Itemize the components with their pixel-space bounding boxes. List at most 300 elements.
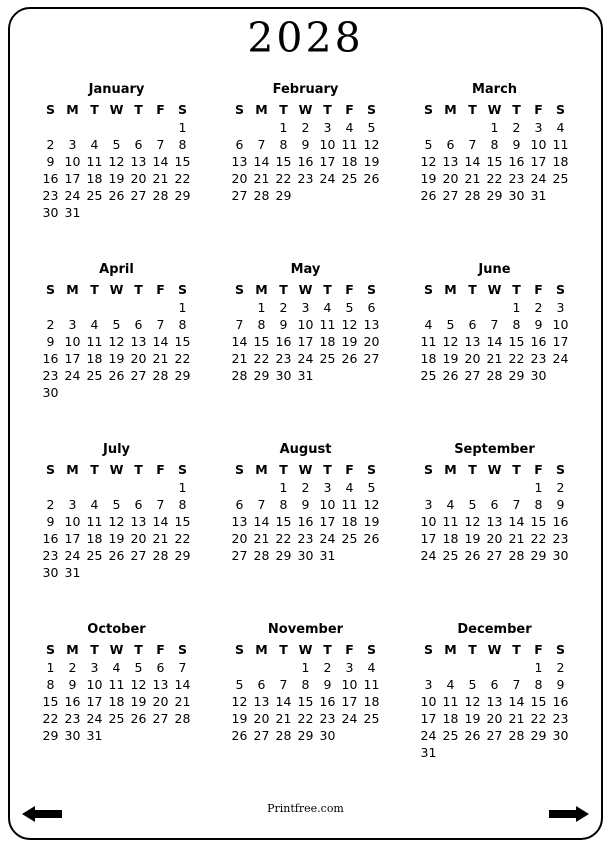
day-cell[interactable]: 7 — [178, 660, 187, 675]
arrow-left-icon[interactable] — [22, 805, 62, 823]
day-cell[interactable]: 6 — [235, 497, 244, 512]
day-cell[interactable]: 24 — [64, 188, 81, 203]
day-cell[interactable]: 22 — [486, 171, 503, 186]
day-cell[interactable]: 10 — [319, 497, 336, 512]
day-cell[interactable]: 31 — [64, 565, 81, 580]
day-cell[interactable]: 28 — [231, 368, 248, 383]
day-cell[interactable]: 13 — [130, 334, 147, 349]
day-cell[interactable]: 27 — [442, 188, 459, 203]
day-cell[interactable]: 13 — [486, 694, 503, 709]
day-cell[interactable]: 9 — [46, 514, 55, 529]
day-cell[interactable]: 29 — [530, 548, 547, 563]
day-cell[interactable]: 1 — [178, 300, 187, 315]
day-cell[interactable]: 27 — [152, 711, 169, 726]
day-cell[interactable]: 6 — [367, 300, 376, 315]
day-cell[interactable]: 27 — [253, 728, 270, 743]
day-cell[interactable]: 25 — [442, 728, 459, 743]
day-cell[interactable]: 27 — [363, 351, 380, 366]
day-cell[interactable]: 29 — [275, 188, 292, 203]
day-cell[interactable]: 5 — [468, 677, 477, 692]
day-cell[interactable]: 8 — [534, 497, 543, 512]
day-cell[interactable]: 22 — [174, 171, 191, 186]
day-cell[interactable]: 23 — [552, 531, 569, 546]
day-cell[interactable]: 4 — [345, 120, 354, 135]
day-cell[interactable]: 21 — [152, 171, 169, 186]
day-cell[interactable]: 26 — [108, 368, 125, 383]
day-cell[interactable]: 31 — [319, 548, 336, 563]
day-cell[interactable]: 27 — [464, 368, 481, 383]
day-cell[interactable]: 30 — [552, 728, 569, 743]
day-cell[interactable]: 9 — [46, 154, 55, 169]
day-cell[interactable]: 4 — [556, 120, 565, 135]
day-cell[interactable]: 28 — [174, 711, 191, 726]
day-cell[interactable]: 17 — [341, 694, 358, 709]
day-cell[interactable]: 31 — [420, 745, 437, 760]
day-cell[interactable]: 18 — [86, 351, 103, 366]
day-cell[interactable]: 15 — [174, 154, 191, 169]
day-cell[interactable]: 24 — [552, 351, 569, 366]
day-cell[interactable]: 22 — [530, 531, 547, 546]
day-cell[interactable]: 1 — [534, 660, 543, 675]
day-cell[interactable]: 10 — [530, 137, 547, 152]
day-cell[interactable]: 12 — [130, 677, 147, 692]
day-cell[interactable]: 25 — [341, 171, 358, 186]
day-cell[interactable]: 14 — [152, 514, 169, 529]
day-cell[interactable]: 25 — [319, 351, 336, 366]
day-cell[interactable]: 7 — [279, 677, 288, 692]
day-cell[interactable]: 8 — [178, 497, 187, 512]
day-cell[interactable]: 28 — [152, 548, 169, 563]
day-cell[interactable]: 15 — [508, 334, 525, 349]
day-cell[interactable]: 7 — [235, 317, 244, 332]
day-cell[interactable]: 4 — [446, 497, 455, 512]
day-cell[interactable]: 4 — [112, 660, 121, 675]
day-cell[interactable]: 26 — [442, 368, 459, 383]
day-cell[interactable]: 11 — [552, 137, 569, 152]
day-cell[interactable]: 18 — [420, 351, 437, 366]
day-cell[interactable]: 7 — [512, 677, 521, 692]
day-cell[interactable]: 3 — [534, 120, 543, 135]
day-cell[interactable]: 3 — [90, 660, 99, 675]
day-cell[interactable]: 24 — [420, 548, 437, 563]
day-cell[interactable]: 11 — [420, 334, 437, 349]
day-cell[interactable]: 4 — [90, 497, 99, 512]
day-cell[interactable]: 14 — [231, 334, 248, 349]
day-cell[interactable]: 10 — [64, 334, 81, 349]
day-cell[interactable]: 9 — [46, 334, 55, 349]
day-cell[interactable]: 26 — [231, 728, 248, 743]
day-cell[interactable]: 2 — [556, 660, 565, 675]
day-cell[interactable]: 4 — [345, 480, 354, 495]
day-cell[interactable]: 23 — [297, 531, 314, 546]
day-cell[interactable]: 28 — [152, 368, 169, 383]
day-cell[interactable]: 21 — [231, 351, 248, 366]
day-cell[interactable]: 7 — [156, 317, 165, 332]
day-cell[interactable]: 23 — [297, 171, 314, 186]
day-cell[interactable]: 10 — [64, 154, 81, 169]
day-cell[interactable]: 29 — [275, 548, 292, 563]
day-cell[interactable]: 26 — [363, 171, 380, 186]
day-cell[interactable]: 12 — [442, 334, 459, 349]
day-cell[interactable]: 18 — [552, 154, 569, 169]
day-cell[interactable]: 6 — [490, 677, 499, 692]
day-cell[interactable]: 25 — [420, 368, 437, 383]
day-cell[interactable]: 14 — [253, 154, 270, 169]
day-cell[interactable]: 13 — [486, 514, 503, 529]
day-cell[interactable]: 6 — [446, 137, 455, 152]
day-cell[interactable]: 27 — [486, 728, 503, 743]
day-cell[interactable]: 24 — [319, 171, 336, 186]
day-cell[interactable]: 6 — [235, 137, 244, 152]
day-cell[interactable]: 8 — [534, 677, 543, 692]
day-cell[interactable]: 16 — [42, 531, 59, 546]
day-cell[interactable]: 27 — [231, 548, 248, 563]
day-cell[interactable]: 4 — [90, 137, 99, 152]
day-cell[interactable]: 6 — [257, 677, 266, 692]
day-cell[interactable]: 11 — [442, 514, 459, 529]
day-cell[interactable]: 6 — [490, 497, 499, 512]
day-cell[interactable]: 11 — [86, 154, 103, 169]
day-cell[interactable]: 9 — [68, 677, 77, 692]
day-cell[interactable]: 21 — [508, 531, 525, 546]
day-cell[interactable]: 22 — [530, 711, 547, 726]
day-cell[interactable]: 9 — [279, 317, 288, 332]
day-cell[interactable]: 26 — [464, 548, 481, 563]
day-cell[interactable]: 23 — [64, 711, 81, 726]
day-cell[interactable]: 6 — [156, 660, 165, 675]
day-cell[interactable]: 11 — [341, 497, 358, 512]
day-cell[interactable]: 16 — [552, 514, 569, 529]
day-cell[interactable]: 7 — [512, 497, 521, 512]
day-cell[interactable]: 29 — [174, 188, 191, 203]
day-cell[interactable]: 26 — [420, 188, 437, 203]
day-cell[interactable]: 7 — [257, 497, 266, 512]
day-cell[interactable]: 30 — [42, 385, 59, 400]
day-cell[interactable]: 19 — [420, 171, 437, 186]
day-cell[interactable]: 2 — [279, 300, 288, 315]
day-cell[interactable]: 19 — [341, 334, 358, 349]
day-cell[interactable]: 12 — [420, 154, 437, 169]
day-cell[interactable]: 18 — [86, 531, 103, 546]
day-cell[interactable]: 7 — [490, 317, 499, 332]
day-cell[interactable]: 8 — [279, 137, 288, 152]
day-cell[interactable]: 30 — [42, 205, 59, 220]
day-cell[interactable]: 6 — [134, 317, 143, 332]
day-cell[interactable]: 10 — [341, 677, 358, 692]
day-cell[interactable]: 18 — [86, 171, 103, 186]
day-cell[interactable]: 5 — [367, 120, 376, 135]
day-cell[interactable]: 8 — [301, 677, 310, 692]
day-cell[interactable]: 3 — [68, 317, 77, 332]
day-cell[interactable]: 13 — [130, 154, 147, 169]
day-cell[interactable]: 8 — [257, 317, 266, 332]
day-cell[interactable]: 25 — [86, 188, 103, 203]
day-cell[interactable]: 21 — [174, 694, 191, 709]
day-cell[interactable]: 17 — [86, 694, 103, 709]
day-cell[interactable]: 23 — [319, 711, 336, 726]
day-cell[interactable]: 26 — [130, 711, 147, 726]
day-cell[interactable]: 19 — [464, 531, 481, 546]
day-cell[interactable]: 11 — [363, 677, 380, 692]
day-cell[interactable]: 3 — [323, 120, 332, 135]
day-cell[interactable]: 20 — [152, 694, 169, 709]
day-cell[interactable]: 31 — [64, 205, 81, 220]
day-cell[interactable]: 1 — [46, 660, 55, 675]
day-cell[interactable]: 11 — [86, 514, 103, 529]
day-cell[interactable]: 16 — [508, 154, 525, 169]
day-cell[interactable]: 24 — [64, 548, 81, 563]
day-cell[interactable]: 4 — [367, 660, 376, 675]
day-cell[interactable]: 20 — [442, 171, 459, 186]
day-cell[interactable]: 21 — [275, 711, 292, 726]
day-cell[interactable]: 2 — [46, 317, 55, 332]
day-cell[interactable]: 15 — [174, 514, 191, 529]
day-cell[interactable]: 5 — [424, 137, 433, 152]
day-cell[interactable]: 28 — [253, 188, 270, 203]
day-cell[interactable]: 1 — [178, 120, 187, 135]
day-cell[interactable]: 6 — [134, 137, 143, 152]
day-cell[interactable]: 2 — [46, 137, 55, 152]
day-cell[interactable]: 3 — [301, 300, 310, 315]
day-cell[interactable]: 9 — [556, 497, 565, 512]
day-cell[interactable]: 24 — [64, 368, 81, 383]
day-cell[interactable]: 19 — [363, 514, 380, 529]
day-cell[interactable]: 5 — [468, 497, 477, 512]
day-cell[interactable]: 4 — [446, 677, 455, 692]
day-cell[interactable]: 17 — [64, 351, 81, 366]
day-cell[interactable]: 9 — [323, 677, 332, 692]
day-cell[interactable]: 13 — [231, 154, 248, 169]
day-cell[interactable]: 15 — [530, 694, 547, 709]
day-cell[interactable]: 17 — [64, 531, 81, 546]
day-cell[interactable]: 9 — [301, 137, 310, 152]
day-cell[interactable]: 18 — [341, 154, 358, 169]
day-cell[interactable]: 4 — [424, 317, 433, 332]
day-cell[interactable]: 16 — [64, 694, 81, 709]
day-cell[interactable]: 28 — [508, 728, 525, 743]
day-cell[interactable]: 12 — [231, 694, 248, 709]
day-cell[interactable]: 5 — [134, 660, 143, 675]
day-cell[interactable]: 31 — [530, 188, 547, 203]
day-cell[interactable]: 17 — [297, 334, 314, 349]
day-cell[interactable]: 18 — [341, 514, 358, 529]
day-cell[interactable]: 30 — [530, 368, 547, 383]
day-cell[interactable]: 1 — [301, 660, 310, 675]
day-cell[interactable]: 5 — [112, 497, 121, 512]
day-cell[interactable]: 5 — [446, 317, 455, 332]
day-cell[interactable]: 27 — [130, 188, 147, 203]
day-cell[interactable]: 2 — [323, 660, 332, 675]
day-cell[interactable]: 20 — [130, 531, 147, 546]
day-cell[interactable]: 1 — [279, 120, 288, 135]
day-cell[interactable]: 17 — [552, 334, 569, 349]
day-cell[interactable]: 12 — [464, 514, 481, 529]
day-cell[interactable]: 20 — [231, 171, 248, 186]
day-cell[interactable]: 30 — [42, 565, 59, 580]
day-cell[interactable]: 15 — [253, 334, 270, 349]
day-cell[interactable]: 21 — [152, 351, 169, 366]
day-cell[interactable]: 17 — [319, 514, 336, 529]
day-cell[interactable]: 15 — [486, 154, 503, 169]
day-cell[interactable]: 8 — [46, 677, 55, 692]
day-cell[interactable]: 12 — [108, 334, 125, 349]
arrow-right-icon[interactable] — [549, 805, 589, 823]
day-cell[interactable]: 14 — [275, 694, 292, 709]
day-cell[interactable]: 1 — [490, 120, 499, 135]
day-cell[interactable]: 3 — [68, 137, 77, 152]
day-cell[interactable]: 18 — [319, 334, 336, 349]
day-cell[interactable]: 8 — [512, 317, 521, 332]
day-cell[interactable]: 16 — [552, 694, 569, 709]
day-cell[interactable]: 23 — [42, 548, 59, 563]
day-cell[interactable]: 18 — [363, 694, 380, 709]
day-cell[interactable]: 23 — [508, 171, 525, 186]
day-cell[interactable]: 16 — [319, 694, 336, 709]
day-cell[interactable]: 2 — [301, 120, 310, 135]
day-cell[interactable]: 28 — [508, 548, 525, 563]
day-cell[interactable]: 7 — [257, 137, 266, 152]
day-cell[interactable]: 17 — [420, 531, 437, 546]
day-cell[interactable]: 14 — [174, 677, 191, 692]
day-cell[interactable]: 23 — [275, 351, 292, 366]
day-cell[interactable]: 3 — [556, 300, 565, 315]
day-cell[interactable]: 29 — [253, 368, 270, 383]
day-cell[interactable]: 17 — [420, 711, 437, 726]
day-cell[interactable]: 16 — [297, 514, 314, 529]
day-cell[interactable]: 22 — [508, 351, 525, 366]
day-cell[interactable]: 27 — [486, 548, 503, 563]
day-cell[interactable]: 21 — [253, 171, 270, 186]
day-cell[interactable]: 15 — [42, 694, 59, 709]
day-cell[interactable]: 1 — [534, 480, 543, 495]
day-cell[interactable]: 30 — [64, 728, 81, 743]
day-cell[interactable]: 3 — [68, 497, 77, 512]
day-cell[interactable]: 18 — [108, 694, 125, 709]
day-cell[interactable]: 16 — [297, 154, 314, 169]
day-cell[interactable]: 18 — [442, 711, 459, 726]
day-cell[interactable]: 11 — [442, 694, 459, 709]
day-cell[interactable]: 8 — [279, 497, 288, 512]
day-cell[interactable]: 30 — [508, 188, 525, 203]
day-cell[interactable]: 25 — [552, 171, 569, 186]
day-cell[interactable]: 10 — [297, 317, 314, 332]
day-cell[interactable]: 17 — [64, 171, 81, 186]
day-cell[interactable]: 15 — [174, 334, 191, 349]
day-cell[interactable]: 20 — [253, 711, 270, 726]
day-cell[interactable]: 15 — [297, 694, 314, 709]
day-cell[interactable]: 15 — [275, 154, 292, 169]
day-cell[interactable]: 1 — [279, 480, 288, 495]
day-cell[interactable]: 8 — [178, 137, 187, 152]
day-cell[interactable]: 21 — [464, 171, 481, 186]
day-cell[interactable]: 23 — [42, 188, 59, 203]
day-cell[interactable]: 12 — [108, 154, 125, 169]
day-cell[interactable]: 24 — [86, 711, 103, 726]
day-cell[interactable]: 15 — [530, 514, 547, 529]
day-cell[interactable]: 13 — [130, 514, 147, 529]
day-cell[interactable]: 14 — [152, 334, 169, 349]
day-cell[interactable]: 15 — [275, 514, 292, 529]
day-cell[interactable]: 31 — [297, 368, 314, 383]
day-cell[interactable]: 13 — [363, 317, 380, 332]
day-cell[interactable]: 16 — [42, 351, 59, 366]
day-cell[interactable]: 11 — [341, 137, 358, 152]
day-cell[interactable]: 19 — [464, 711, 481, 726]
day-cell[interactable]: 5 — [367, 480, 376, 495]
day-cell[interactable]: 29 — [530, 728, 547, 743]
day-cell[interactable]: 9 — [534, 317, 543, 332]
day-cell[interactable]: 20 — [486, 711, 503, 726]
day-cell[interactable]: 29 — [174, 548, 191, 563]
day-cell[interactable]: 12 — [108, 514, 125, 529]
day-cell[interactable]: 26 — [108, 188, 125, 203]
day-cell[interactable]: 31 — [86, 728, 103, 743]
day-cell[interactable]: 10 — [552, 317, 569, 332]
day-cell[interactable]: 14 — [508, 694, 525, 709]
day-cell[interactable]: 25 — [86, 368, 103, 383]
day-cell[interactable]: 21 — [508, 711, 525, 726]
day-cell[interactable]: 4 — [323, 300, 332, 315]
day-cell[interactable]: 10 — [420, 514, 437, 529]
day-cell[interactable]: 28 — [486, 368, 503, 383]
day-cell[interactable]: 25 — [108, 711, 125, 726]
day-cell[interactable]: 21 — [486, 351, 503, 366]
day-cell[interactable]: 13 — [231, 514, 248, 529]
day-cell[interactable]: 16 — [42, 171, 59, 186]
day-cell[interactable]: 11 — [108, 677, 125, 692]
day-cell[interactable]: 4 — [90, 317, 99, 332]
day-cell[interactable]: 5 — [112, 317, 121, 332]
day-cell[interactable]: 5 — [345, 300, 354, 315]
day-cell[interactable]: 2 — [301, 480, 310, 495]
day-cell[interactable]: 3 — [345, 660, 354, 675]
day-cell[interactable]: 1 — [257, 300, 266, 315]
day-cell[interactable]: 29 — [508, 368, 525, 383]
day-cell[interactable]: 20 — [486, 531, 503, 546]
day-cell[interactable]: 19 — [108, 351, 125, 366]
day-cell[interactable]: 12 — [363, 137, 380, 152]
day-cell[interactable]: 30 — [297, 548, 314, 563]
day-cell[interactable]: 25 — [86, 548, 103, 563]
day-cell[interactable]: 26 — [363, 531, 380, 546]
day-cell[interactable]: 13 — [152, 677, 169, 692]
day-cell[interactable]: 30 — [319, 728, 336, 743]
day-cell[interactable]: 30 — [275, 368, 292, 383]
day-cell[interactable]: 8 — [178, 317, 187, 332]
day-cell[interactable]: 13 — [253, 694, 270, 709]
day-cell[interactable]: 22 — [42, 711, 59, 726]
day-cell[interactable]: 2 — [46, 497, 55, 512]
day-cell[interactable]: 3 — [424, 677, 433, 692]
day-cell[interactable]: 22 — [174, 531, 191, 546]
day-cell[interactable]: 5 — [235, 677, 244, 692]
day-cell[interactable]: 28 — [152, 188, 169, 203]
day-cell[interactable]: 22 — [275, 171, 292, 186]
day-cell[interactable]: 7 — [156, 497, 165, 512]
day-cell[interactable]: 13 — [442, 154, 459, 169]
day-cell[interactable]: 29 — [174, 368, 191, 383]
day-cell[interactable]: 24 — [341, 711, 358, 726]
day-cell[interactable]: 5 — [112, 137, 121, 152]
day-cell[interactable]: 24 — [530, 171, 547, 186]
day-cell[interactable]: 12 — [363, 497, 380, 512]
day-cell[interactable]: 14 — [152, 154, 169, 169]
day-cell[interactable]: 23 — [530, 351, 547, 366]
day-cell[interactable]: 22 — [253, 351, 270, 366]
day-cell[interactable]: 19 — [363, 154, 380, 169]
day-cell[interactable]: 19 — [442, 351, 459, 366]
day-cell[interactable]: 12 — [341, 317, 358, 332]
